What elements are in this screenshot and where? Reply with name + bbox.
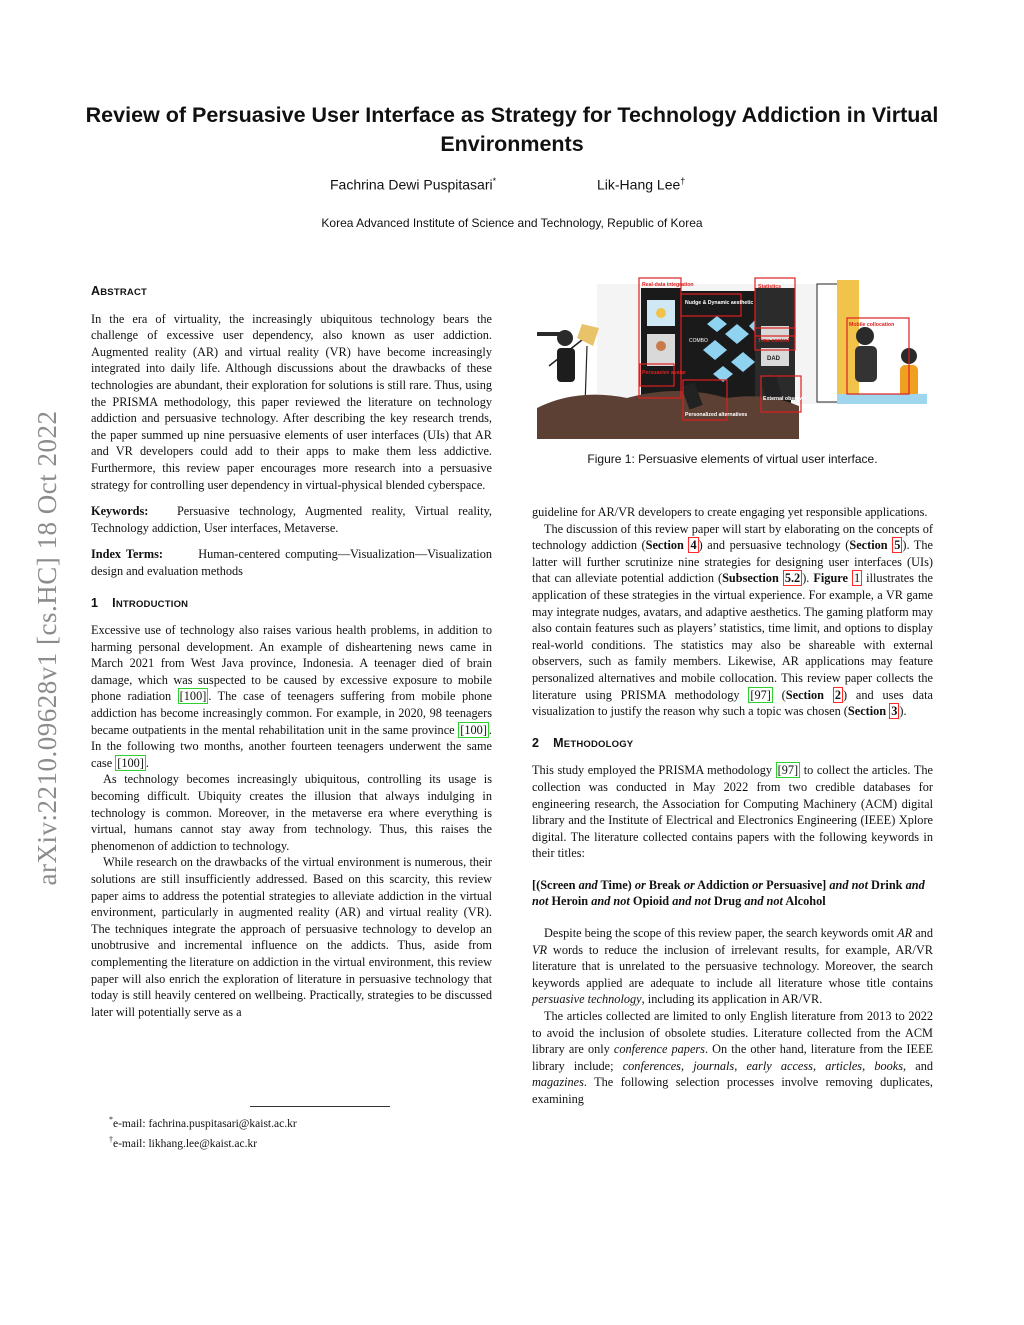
section-link[interactable]: 5 <box>894 538 901 553</box>
methodology-heading: 2 METHODOLOGY <box>532 735 634 750</box>
methodology-paragraph-2: Despite being the scope of this review paper, the search keywords omit AR and VR words to reduce the inclusion of irrelevant results, for example, AR/VR literature that is unrelated to the persuasive technology. Moreover, the search keywords applied are adequate to include all literature whose title contains persuasive technology, including its application in AR/VR. <box>532 926 933 1007</box>
sun-icon <box>656 308 666 318</box>
footnote-1: *e-mail: fachrina.puspitasari@kaist.ac.kr <box>109 1115 297 1130</box>
avatar-icon <box>656 341 666 351</box>
ar-table <box>837 394 927 404</box>
right-paragraph-2: The discussion of this review paper will start by elaborating on the concepts of technology addiction (Section 4 ) and persuasive technology (Section 5 ). The latter will further scrutinize nine strategies for designing user interfaces (UIs) that can alleviate potential addiction (Subsection 5.2 ). Figure 1 illustrates the application of these strategies in the virtual experience. For example, a VR game may integrate nudges, avatars, and adaptive aesthetics. The gaming platform may also contain features such as players’ statistics, time limit, and options to display real-world conditions. The statistics may also be shareable with external observers, such as family members. Likewise, AR applications may feature personalized alternatives and mobile collocation. This review paper collects the literature using PRISMA methodology [97] (Section 2 ) and uses data visualization to justify the reason why such a topic was chosen (Section 3 ). <box>532 521 934 719</box>
citation-link[interactable]: [97] <box>750 687 771 702</box>
intro-paragraph-2: As technology becomes increasingly ubiquitous, controlling its usage is becoming difficult. Ubiquity creates the illusion that always indulging in technology is common. Moreover, in the metaverse era where everything is virtual, humans cannot stay away from technology. Thus, this raises the phenomenon of addiction to technology. <box>91 772 492 853</box>
right-paragraph-1: guideline for AR/VR developers to create engaging yet responsible applications. <box>532 505 928 519</box>
intro-heading: 1 INTRODUCTION <box>91 595 189 610</box>
label-personalized-alternatives: Personalized alternatives <box>685 412 748 418</box>
section-link[interactable]: 2 <box>834 687 842 702</box>
label-real-data: Real-data integration <box>642 282 694 288</box>
index-terms: Index Terms: Human-centered computing—Visualization—Visualization design and evaluation methods <box>91 547 492 578</box>
figure-caption: Figure 1: Persuasive elements of virtual user interface. <box>587 452 878 466</box>
author-1: Fachrina Dewi Puspitasari* <box>330 176 497 193</box>
search-query: [(Screen and Time) or Break or Addiction or Persuasive] and not Drink and not Heroin and not Opioid and not Drug and not Alcohol <box>532 877 925 909</box>
methodology-paragraph-1: This study employed the PRISMA methodology [97] to collect the articles. The collection was conducted in May 2022 from two credible databases for engineering research, the Association for Computing Machinery (ACM) digital library and the Institute of Electrical and Electronics Engineering (IEEE) Xplore digital. The literature collected contains papers with the following keywords in their titles: <box>532 763 933 861</box>
section-link[interactable]: 5.2 <box>784 571 801 586</box>
label-time-control: Time control <box>758 338 790 344</box>
author-2: Lik-Hang Lee† <box>597 176 686 193</box>
intro-paragraph-1: Excessive use of technology also raises various health problems, in addition to harming personal development. An example of disheartening news came in March 2021 from West Java province, Indonesia. A teenager died of brain damage, which was suspected to be caused by excessive exposure to mobile phone radiation [100] . The case of teenagers suffering from mobile phone addiction has become increasingly common. For example, in 2020, 98 teenagers became outpatients in the mental rehabilitation unit in the same province [100] . In the following two months, another fourteen teenagers underwent the same case [100] . <box>91 623 493 770</box>
citation-link[interactable]: [97] <box>777 763 799 778</box>
label-persuasive-avatar: Persuasive avatar <box>642 370 687 376</box>
affiliation: Korea Advanced Institute of Science and Technology, Republic of Korea <box>321 216 703 230</box>
combo-label: COMBO <box>689 338 708 344</box>
methodology-paragraph-3: The articles collected are limited to only English literature from 2013 to 2022 to avoid the inclusion of obsolete studies. Literature collected from the ACM library are only conference papers. On the other hand, literature from the IEEE library include; conferences, journals, early access, articles, books, and magazines. The following selection processes involve removing duplicates, examining <box>532 1009 934 1106</box>
arxiv-stamp: arXiv:2210.09628v1 [cs.HC] 18 Oct 2022 <box>32 410 62 886</box>
abstract-text: In the era of virtuality, the increasingly ubiquitous technology bears the challenge of excessive user dependency, also known as user addiction. Augmented reality (AR) and virtual reality (VR) have become increasingly integrated into daily life. Although discussions about the drawbacks of these technologies are abundant, their exploration for solutions is still rare. Thus, using the PRISMA methodology, this paper reviewed the literature on technology addiction and persuasive technology. After describing the key research trends, the paper summed up nine persuasive elements of user interfaces (UIs) that AR and VR developers could add to their apps to make them less addictive. Furthermore, this review paper encourages more research into a persuasive strategy for controlling user dependency in virtual-physical blended cyberspace. <box>91 311 492 492</box>
section-link[interactable]: 3 <box>891 704 898 719</box>
footnote-rule <box>250 1106 390 1107</box>
left-column <box>91 283 492 1020</box>
intro-paragraph-3: While research on the drawbacks of the virtual environment is numerous, their solutions are still insufficiently addressed. Based on this scarcity, this review paper aims to address the potential strategies to alleviate addiction in the virtual environment, particularly in augmented reality (AR) and virtual reality (VR). The techniques integrate the approach of persuasive technology to develop an unobtrusive and incremental influence on the addicts. Thus, aside from complementing the literature on addiction in the virtual environment, this review paper will also enrich the exploration of literature in persuasive technology that today is still heavily centered on wellbeing. Practically, strategies to be discussed later will potentially serve as a <box>91 855 492 1019</box>
dad-label: DAD <box>767 356 780 362</box>
keywords: Keywords: Persuasive technology, Augmented reality, Virtual reality, Technology addiction, User interfaces, Metaverse. <box>91 504 492 535</box>
footnotes <box>109 1112 297 1152</box>
citation-link[interactable]: [100] <box>179 689 207 704</box>
right-column <box>532 504 933 1108</box>
section-link[interactable]: 4 <box>690 538 697 553</box>
label-mobile-collocation: Mobile collocation <box>849 322 895 328</box>
footnote-2: †e-mail: likhang.lee@kaist.ac.kr <box>109 1134 258 1150</box>
person-mobile-icon <box>856 327 874 345</box>
label-statistics: Statistics <box>758 284 782 290</box>
curtain <box>837 280 859 402</box>
label-external-observer: External observer <box>763 396 807 402</box>
figure-link[interactable]: 1 <box>854 571 861 586</box>
paper-title: Review of Persuasive User Interface as Strategy for Technology Addiction in Virtual Environments <box>85 103 939 156</box>
figure-1-illustration <box>537 276 932 439</box>
abstract-heading: ABSTRACT <box>91 284 148 298</box>
citation-link[interactable]: [100] <box>117 755 144 770</box>
label-nudge: Nudge & Dynamic aesthetic <box>685 300 754 306</box>
citation-link[interactable]: [100] <box>460 722 487 737</box>
